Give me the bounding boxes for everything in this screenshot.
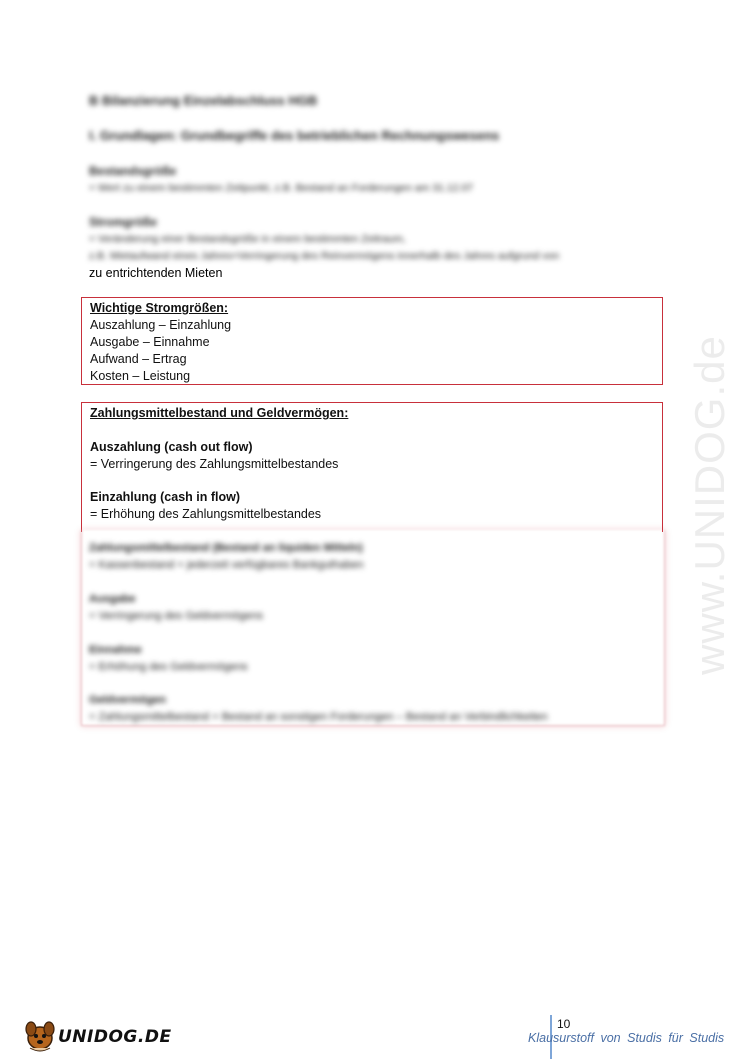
watermark — [688, 270, 732, 740]
einnahme-title: Einnahme — [89, 644, 142, 656]
box2-title: Zahlungsmittelbestand und Geldvermögen: — [90, 406, 349, 420]
box1-item: Ausgabe – Einnahme — [90, 335, 210, 349]
geldvermoegen-title: Geldvermögen — [89, 694, 167, 706]
strom-definition-3: zu entrichtenden Mieten — [89, 266, 223, 280]
strom-title: Stromgröße — [89, 215, 158, 229]
sub-heading: I. Grundlagen: Grundbegriffe des betrieblichen Rechnungswesens — [89, 128, 500, 143]
unidog-logo — [22, 1014, 172, 1054]
zmb-definition: = Kassenbestand + jederzeit verfügbares Bankguthaben — [89, 559, 364, 571]
main-heading: B Bilanzierung Einzelabschluss HGB — [89, 93, 318, 108]
box1-item: Kosten – Leistung — [90, 369, 191, 383]
bestand-title: Bestandsgröße — [89, 164, 177, 178]
box1-item: Aufwand – Ertrag — [90, 352, 187, 366]
ausgabe-title: Ausgabe — [89, 593, 136, 605]
einzahlung-title: Einzahlung (cash in flow) — [90, 490, 240, 504]
einzahlung-definition: = Erhöhung des Zahlungsmittelbestandes — [90, 507, 322, 521]
einnahme-definition: = Erhöhung des Geldvermögens — [89, 661, 248, 673]
watermark-text: www.UNIDOG.de — [686, 335, 733, 675]
logo-text: UNIDOG.DE — [58, 1027, 172, 1047]
box1-title: Wichtige Stromgrößen: — [90, 301, 229, 315]
strom-definition-1: = Veränderung einer Bestandsgröße in einem bestimmten Zeitraum, — [89, 233, 406, 245]
page-number: 10 — [557, 1017, 571, 1031]
box1-item: Auszahlung – Einzahlung — [90, 318, 232, 332]
footer-tagline: Klausurstoff von Studis für Studis — [528, 1031, 725, 1045]
strom-definition-2: z.B. Mietaufwand eines Jahres=Verringerung des Reinvermögens innerhalb des Jahres aufgrund von — [89, 250, 560, 262]
stromgroessen-box — [81, 297, 663, 385]
dog-icon — [22, 1014, 62, 1054]
zmb-title: Zahlungsmittelbestand (Bestand an liquiden Mitteln) — [89, 542, 363, 554]
auszahlung-title: Auszahlung (cash out flow) — [90, 440, 253, 454]
auszahlung-definition: = Verringerung des Zahlungsmittelbestandes — [90, 457, 339, 471]
bestand-definition: = Wert zu einem bestimmten Zeitpunkt, z.B. Bestand an Forderungen am 31.12.07 — [89, 182, 474, 194]
zahlungsmittel-box — [81, 402, 663, 532]
ausgabe-definition: = Verringerung des Geldvermögens — [89, 610, 263, 622]
geldvermoegen-definition: = Zahlungsmittelbestand + Bestand an sonstigen Forderungen – Bestand an Verbindlichkeiten — [89, 711, 548, 723]
